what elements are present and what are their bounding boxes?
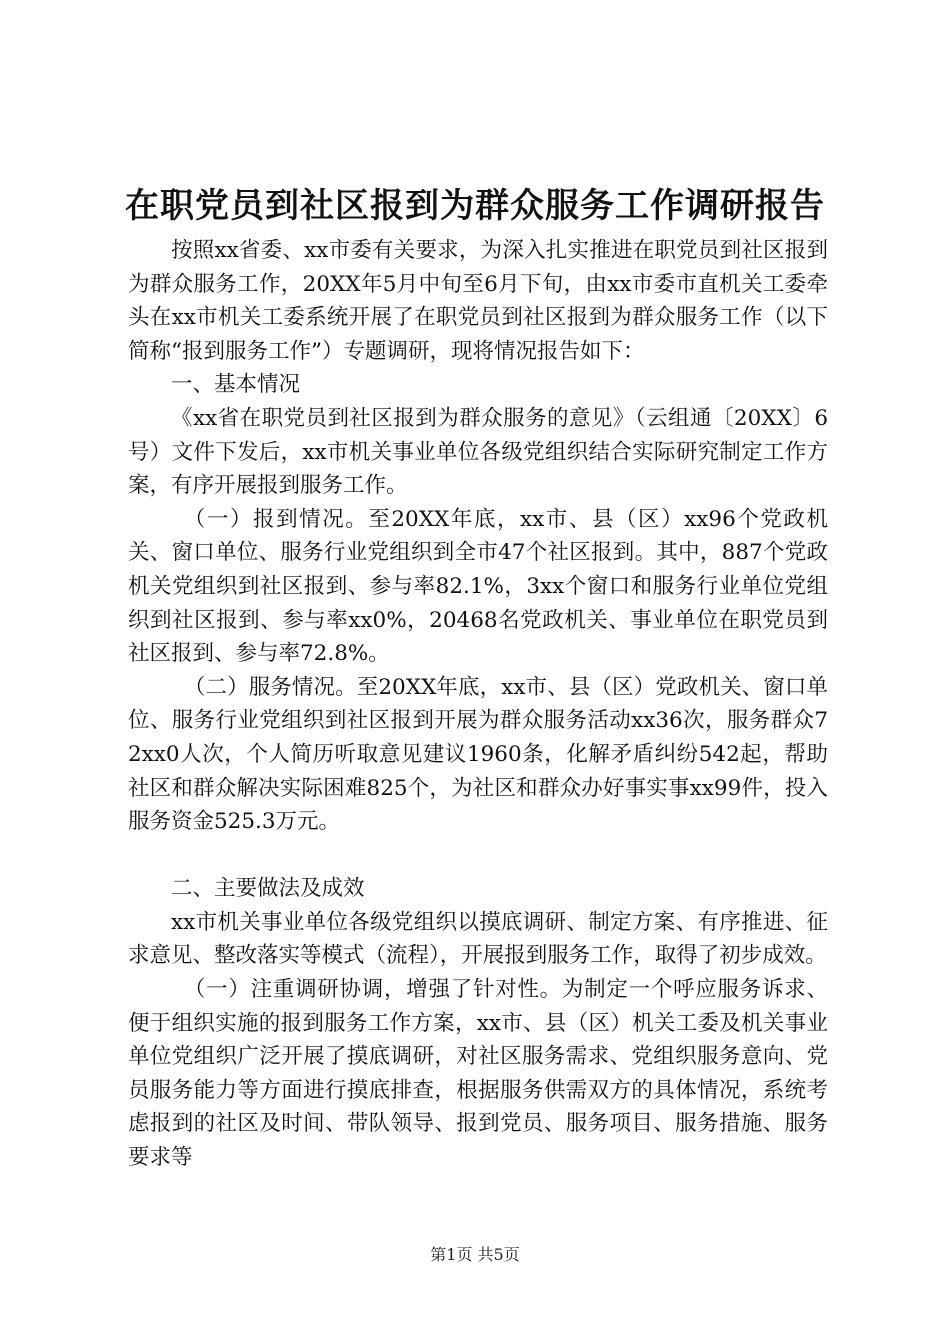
page-footer: 第1页 共5页	[430, 1245, 520, 1264]
intro-paragraph: 按照xx省委、xx市委有关要求，为深入扎实推进在职党员到社区报到为群众服务工作，20XX年5月中旬至6月下旬，由xx市委市直机关工委牵头在xx市机关工委系统开展了在职党员到社区报到为群众服务工作（以下简称“报到服务工作”）专题调研，现将情况报告如下：	[128, 238, 828, 364]
document-title: 在职党员到社区报到为群众服务工作调研报告	[125, 186, 825, 226]
report-situation-paragraph: （一）报到情况。至20XX年底，xx市、县（区）xx96个党政机关、窗口单位、服务行业党组织到全市47个社区报到。其中，887个党政机关党组织到社区报到、参与率82.1%，3xx个窗口和服务行业单位党组织到社区报到、参与率xx0%，20468名党政机关、事业单位在职党员到社区报到、参与率72.8%。	[128, 506, 828, 667]
section-heading-basic: 一、基本情况	[171, 372, 301, 398]
basic-situation-paragraph: 《xx省在职党员到社区报到为群众服务的意见》（云组通〔20XX〕6号）文件下发后，xx市机关事业单位各级党组织结合实际研究制定工作方案，有序开展报到服务工作。	[128, 405, 828, 499]
paragraph-spacer	[128, 839, 828, 873]
section-heading-methods: 二、主要做法及成效	[171, 876, 365, 902]
document-body	[128, 234, 828, 1175]
service-situation-paragraph: （二）服务情况。至20XX年底，xx市、县（区）党政机关、窗口单位、服务行业党组织到社区报到开展为群众服务活动xx36次，服务群众72xx0人次，个人简历听取意见建议1960条，化解矛盾纠纷542起，帮助社区和群众解决实际困难825个，为社区和群众办好事实事xx99件，投入服务资金525.3万元。	[128, 674, 828, 835]
research-coordination-paragraph: （一）注重调研协调，增强了针对性。为制定一个呼应服务诉求、便于组织实施的报到服务工作方案，xx市、县（区）机关工委及机关事业单位党组织广泛开展了摸底调研，对社区服务需求、党组织服务意向、党员服务能力等方面进行摸底排查，根据服务供需双方的具体情况，系统考虑报到的社区及时间、带队领导、报到党员、服务项目、服务措施、服务要求等	[128, 977, 828, 1171]
methods-intro-paragraph: xx市机关事业单位各级党组织以摸底调研、制定方案、有序推进、征求意见、整改落实等模式（流程），开展报到服务工作，取得了初步成效。	[128, 909, 828, 969]
